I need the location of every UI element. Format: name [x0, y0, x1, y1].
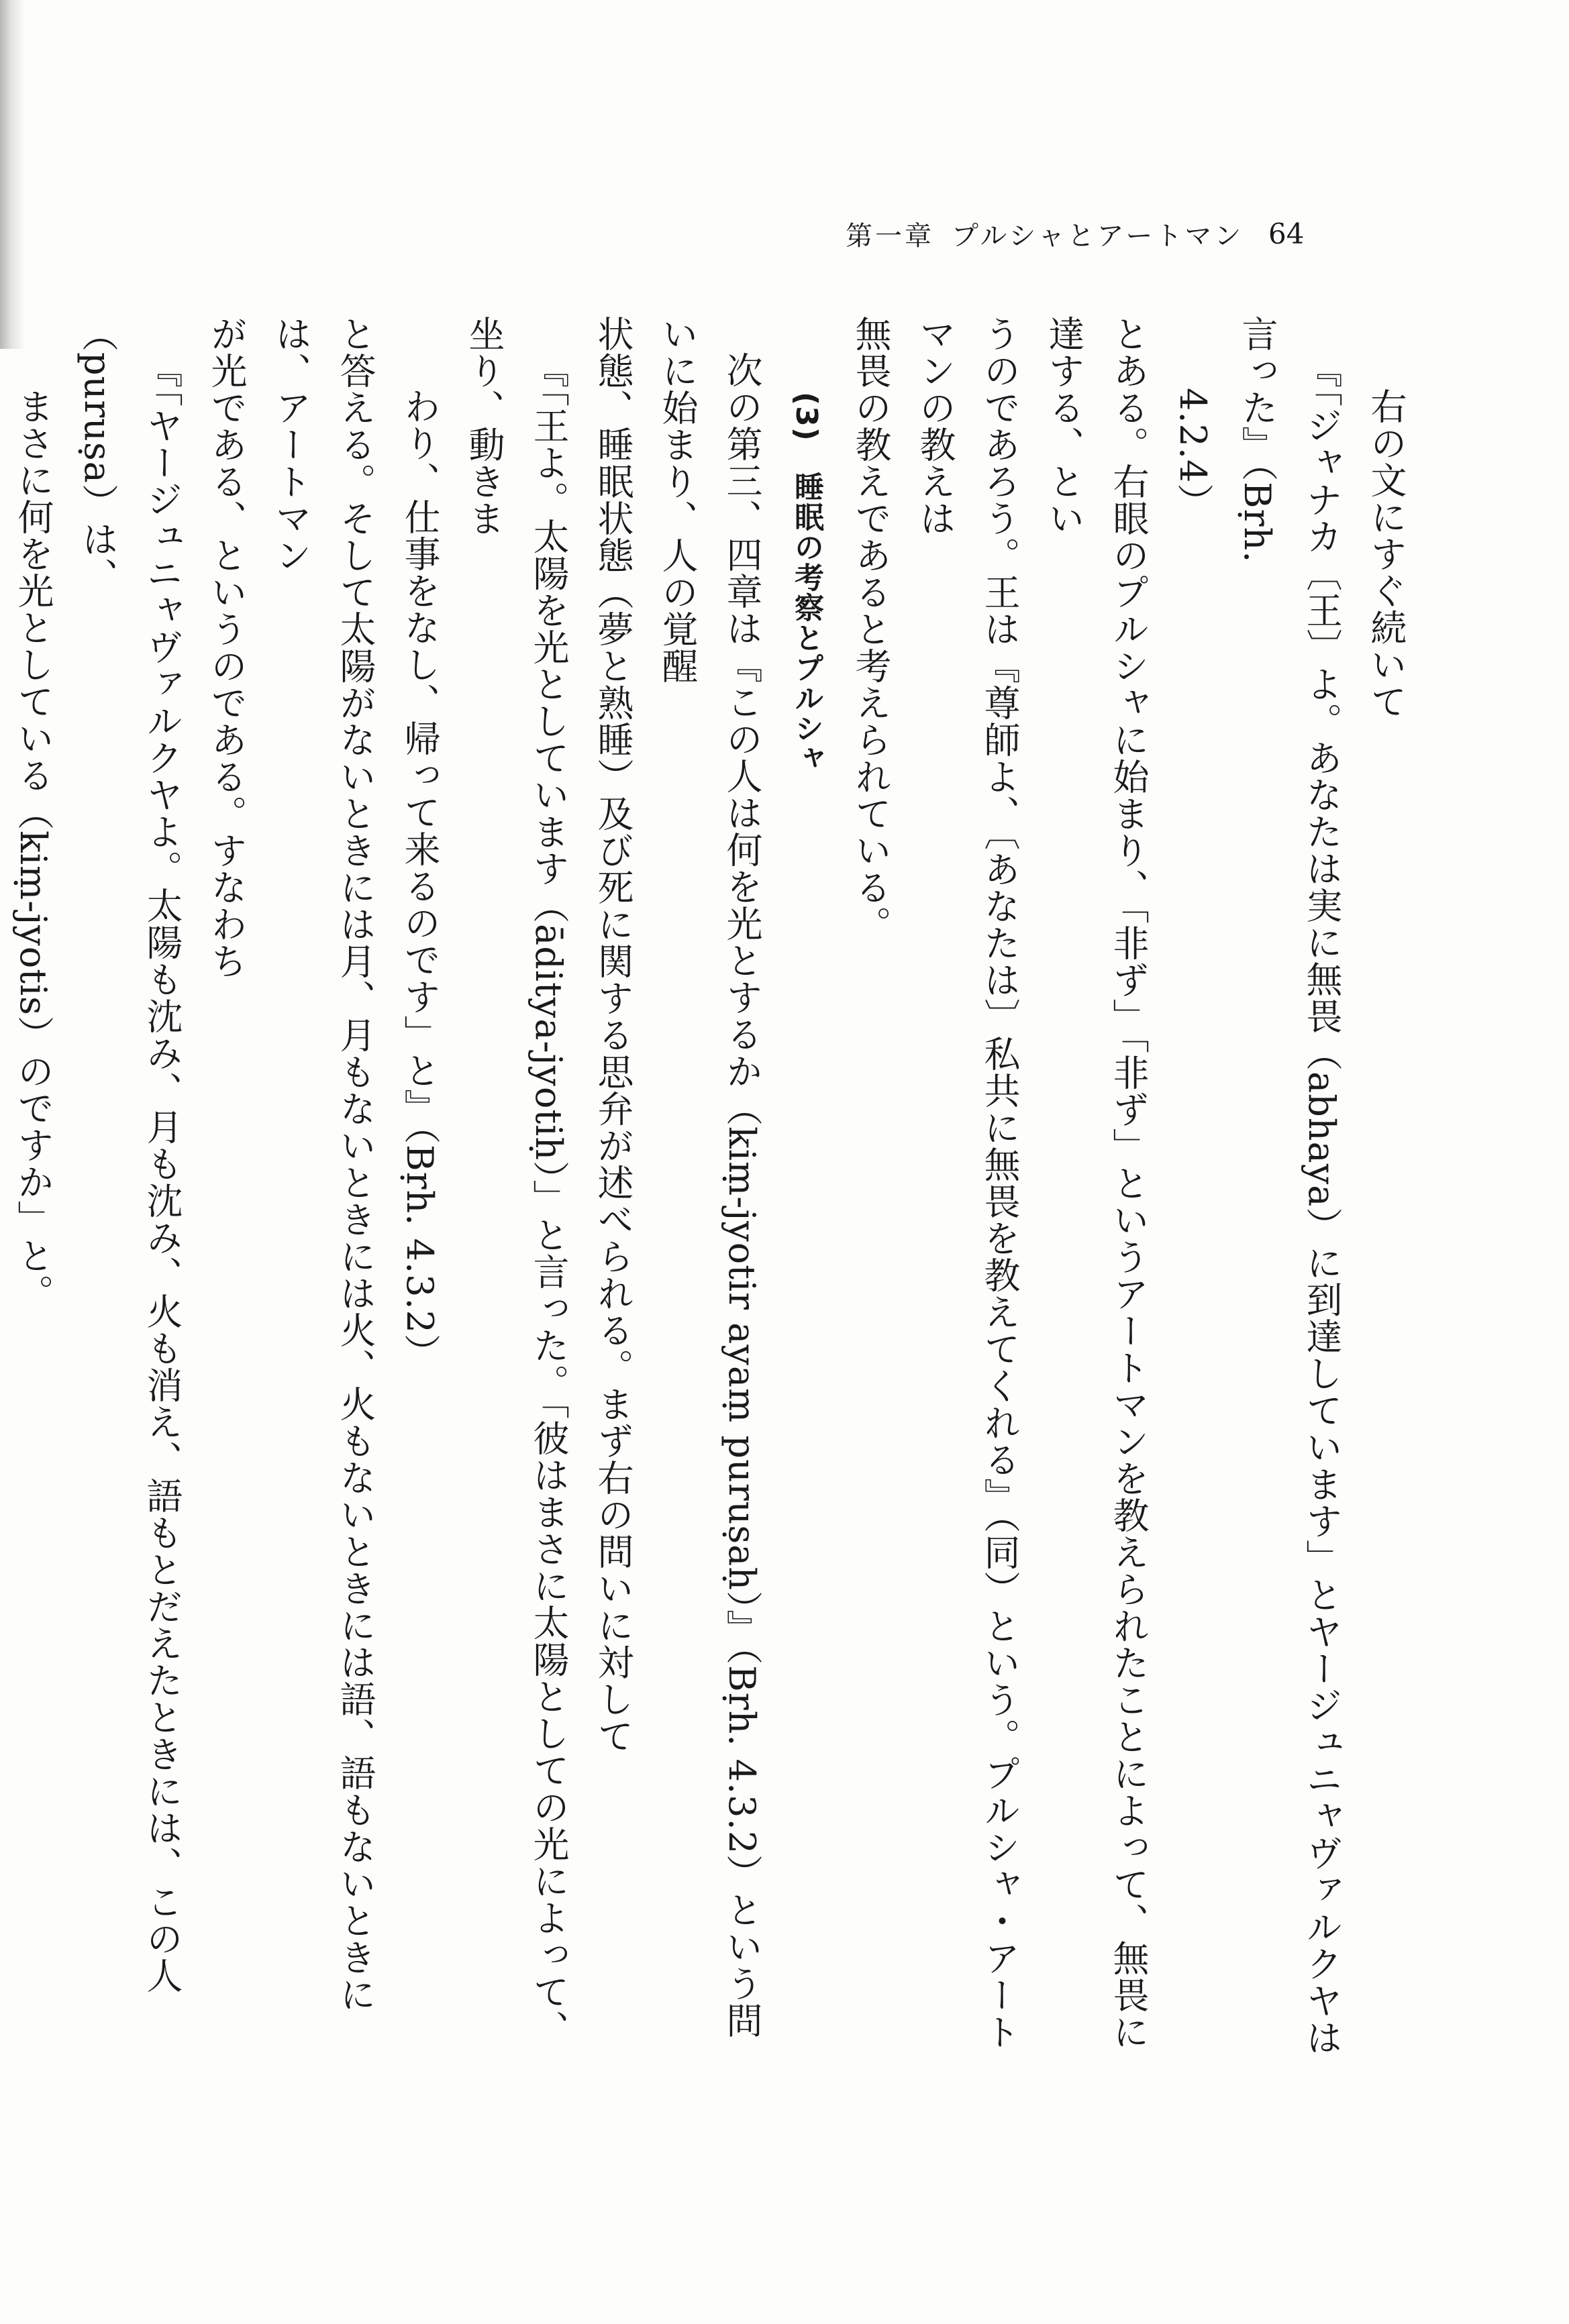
text-line: まさに何を光としている（kiṃ-jyotis）のですか」と。	[12, 388, 54, 1311]
vertical-text-body	[0, 315, 1418, 2060]
text-line: 『「ジャナカ〔王〕よ。あなたは実に無畏（abhaya）に到達しています」とヤージュニャヴァルクヤは言った』（Bṛh.	[1236, 315, 1343, 2056]
text-line: が光である、というのである。すなわち	[205, 315, 248, 980]
text-line: とある。右眼のプルシャに始まり、「非ず」「非ず」というアートマンを教えられたことによって、無畏に達する、とい	[1043, 315, 1150, 2050]
text-line: 4.2.4）	[1172, 388, 1214, 521]
text-line: 状態、睡眠状態（夢と熟睡）及び死に関する思弁が述べられる。まず右の問いに対して	[592, 315, 634, 1754]
text-line: 『「ヤージュニャヴァルクヤよ。太陽も沈み、月も沈み、火も消え、語もとだえたときには、この人（puruṣa）は、	[77, 315, 183, 1994]
text-line: 右の文にすぐ続いて	[1365, 388, 1407, 720]
section-heading: (3) 睡眠の考察とプルシャ	[789, 392, 823, 774]
chapter-label: 第一章	[846, 220, 934, 252]
text-line: と答える。そして太陽がないときには月、月もないときには火、火もないときには語、語もないときには、アートマン	[270, 315, 376, 2013]
scan-shadow-edge	[0, 0, 26, 349]
text-line: うのであろう。王は『尊師よ、〔あなたは〕私共に無畏を教えてくれる』（同）という。プルシャ・アートマンの教えは	[914, 315, 1021, 2050]
page-number: 64	[1268, 217, 1305, 250]
text-line: わり、仕事をなし、帰って来るのです」と』（Bṛh. 4.3.2）	[399, 388, 441, 1371]
text-line	[0, 315, 1, 2060]
text-line: 次の第三、四章は『この人は何を光とするか（kiṃ-jyotir ayaṃ puruṣaḥ）』（Bṛh. 4.3.2）という問いに始まり、人の覚醒	[656, 315, 763, 2040]
text-line: 『「王よ。太陽を光としています（āditya-jyotiḥ）」と言った。「彼はまさに太陽としての光によって、坐り、動きま	[463, 315, 570, 2048]
running-head	[846, 213, 1315, 254]
text-line: 無畏の教えであると考えられている。	[850, 315, 892, 943]
chapter-title: プルシャとアートマン	[952, 220, 1244, 252]
